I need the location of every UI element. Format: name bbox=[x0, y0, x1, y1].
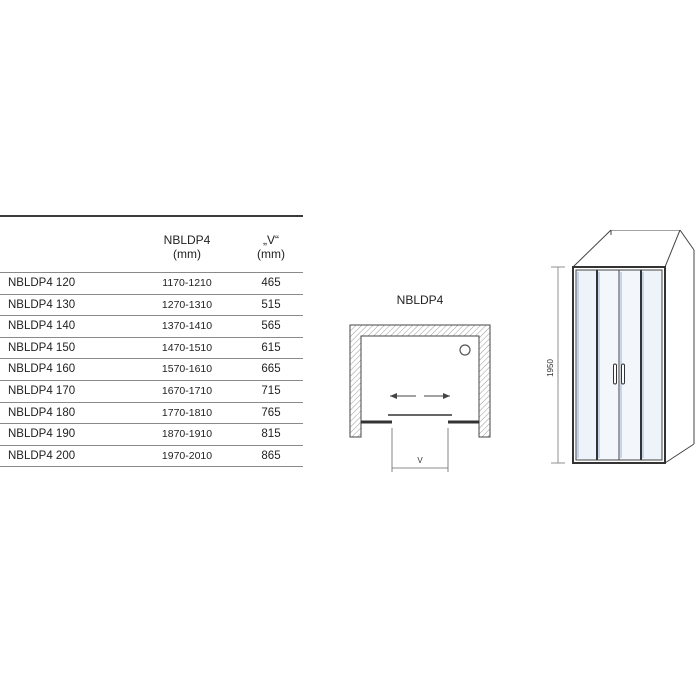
row-v: 815 bbox=[261, 428, 281, 441]
glass-panels bbox=[576, 270, 662, 460]
row-v: 515 bbox=[261, 298, 281, 311]
plan-view-diagram bbox=[340, 290, 500, 480]
row-v: 765 bbox=[261, 406, 281, 419]
table-row bbox=[0, 316, 303, 338]
table-row bbox=[0, 338, 303, 360]
header-model bbox=[137, 233, 237, 261]
arrow-left-icon bbox=[390, 393, 397, 399]
drain-icon bbox=[460, 345, 470, 355]
header-v-unit: (mm) bbox=[257, 247, 285, 261]
table-row bbox=[0, 359, 303, 381]
row-range: 1670-1710 bbox=[161, 384, 213, 397]
row-range: 1570-1610 bbox=[161, 363, 213, 376]
table-row bbox=[0, 446, 303, 468]
row-model: NBLDP4 180 bbox=[8, 406, 76, 419]
row-range: 1170-1210 bbox=[162, 277, 212, 289]
row-model: NBLDP4 130 bbox=[8, 298, 76, 311]
v-dimension-label: V bbox=[417, 456, 423, 465]
door-handle-left-icon bbox=[614, 364, 617, 384]
spec-table bbox=[0, 215, 303, 467]
header-v bbox=[240, 233, 302, 261]
header-model-name: NBLDP4 bbox=[163, 233, 211, 247]
header-model-unit: (mm) bbox=[173, 247, 201, 261]
row-model: NBLDP4 190 bbox=[8, 428, 76, 441]
table-row bbox=[0, 381, 303, 403]
plan-title: NBLDP4 bbox=[396, 293, 444, 307]
row-v: 865 bbox=[261, 449, 281, 462]
row-model: NBLDP4 170 bbox=[8, 384, 76, 397]
table-header bbox=[0, 217, 303, 273]
row-model: NBLDP4 120 bbox=[8, 277, 76, 289]
row-range: 1870-1910 bbox=[161, 428, 213, 441]
elevation-diagram bbox=[525, 230, 700, 480]
row-range: 1770-1810 bbox=[161, 406, 213, 419]
table-row bbox=[0, 295, 303, 317]
row-range: 1270-1310 bbox=[161, 298, 213, 311]
row-v: 665 bbox=[261, 363, 281, 376]
row-range: 1970-2010 bbox=[161, 449, 213, 462]
row-range: 1370-1410 bbox=[161, 320, 213, 333]
row-v: 715 bbox=[261, 384, 281, 397]
arrow-right-icon bbox=[443, 393, 450, 399]
row-model: NBLDP4 160 bbox=[8, 363, 76, 376]
plan-walls bbox=[350, 325, 490, 437]
row-model: NBLDP4 200 bbox=[8, 449, 76, 462]
row-v: 465 bbox=[261, 277, 281, 289]
row-model: NBLDP4 140 bbox=[8, 320, 76, 333]
height-dimension-label: 1950 bbox=[546, 359, 555, 377]
table-row bbox=[0, 403, 303, 425]
table-row bbox=[0, 273, 303, 295]
table-row bbox=[0, 424, 303, 446]
row-v: 565 bbox=[261, 320, 281, 333]
row-range: 1470-1510 bbox=[161, 341, 213, 354]
row-model: NBLDP4 150 bbox=[8, 341, 76, 354]
door-handle-right-icon bbox=[622, 364, 625, 384]
header-v-name: „V“ bbox=[263, 233, 279, 247]
row-v: 615 bbox=[261, 341, 281, 354]
